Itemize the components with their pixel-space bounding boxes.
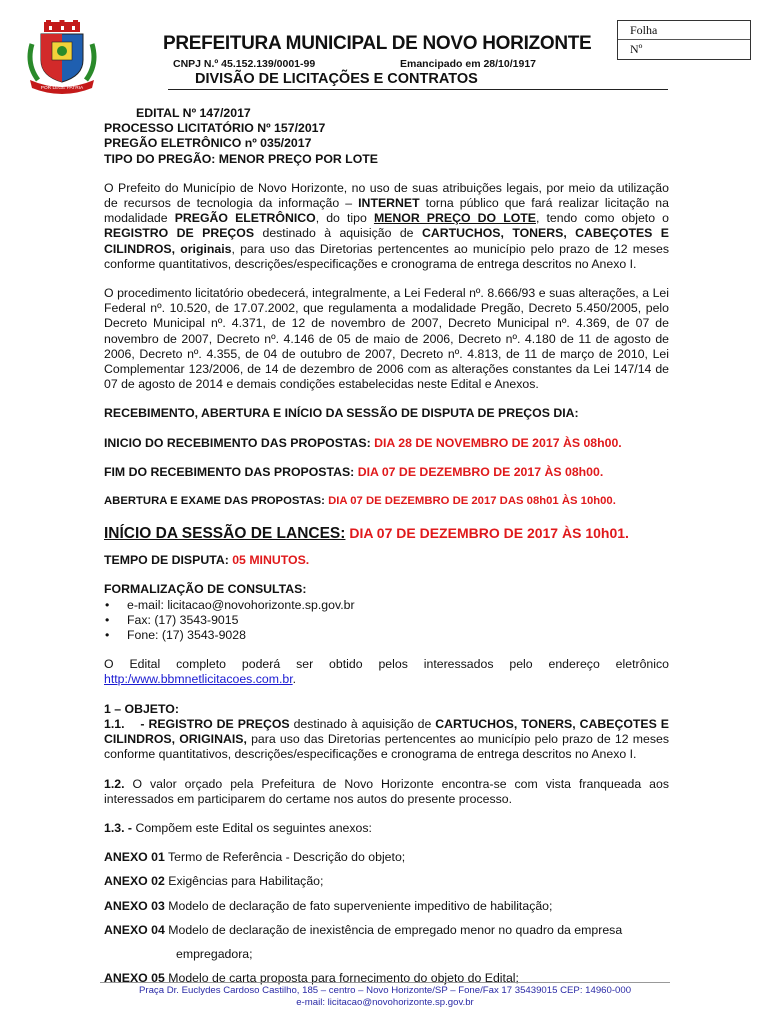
intro-paragraph: O Prefeito do Município de Novo Horizonte, no uso de suas atribuições legais, por meio da utilização de recursos de tecnologia da informação – INTERNET torna público que fará realizar licitação na modalidade PREGÃO ELETRÔNICO, do tipo MENOR PREÇO DO LOTE, tendo como objeto o REGISTRO DE PREÇOS destinado à aquisição de CARTUCHOS, TONERS, CABEÇOTES E CILINDROS, originais, para uso das Diretorias pertencentes ao município pelo prazo de 12 meses conforme quantitativos, descrições/especificações e cronograma de entrega descritos no Anexo I. [104, 180, 669, 271]
anexo-list [104, 850, 669, 986]
municipal-crest-logo [24, 20, 100, 96]
header-title: PREFEITURA MUNICIPAL DE NOVO HORIZONTE [163, 33, 592, 54]
header-emancipation-date: Emancipado em 28/10/1917 [400, 58, 536, 70]
contact-list [104, 598, 669, 644]
pregao-number: PREGÃO ELETRÔNICO nº 035/2017 [104, 136, 312, 151]
anexo-item: ANEXO 02 Exigências para Habilitação; [104, 874, 324, 889]
edital-access-text: O Edital completo poderá ser obtido pelos interessados pelo endereço eletrônico [104, 657, 669, 672]
objeto-heading: 1 – OBJETO: [104, 701, 179, 716]
schedule-inicio: INICIO DO RECEBIMENTO DAS PROPOSTAS: DIA 28 DE NOVEMBRO DE 2017 ÀS 08h00. [104, 435, 622, 450]
consultas-heading: FORMALIZAÇÃO DE CONSULTAS: [104, 582, 307, 597]
schedule-fim: FIM DO RECEBIMENTO DAS PROPOSTAS: DIA 07 DE DEZEMBRO DE 2017 ÀS 08h00. [104, 464, 604, 479]
folha-number-label: Nº [618, 39, 750, 58]
edital-url-link[interactable]: http:/www.bbmnetlicitacoes.com.br [104, 672, 293, 687]
anexo-item: ANEXO 05 Modelo de carta proposta para fornecimento do objeto do Edital; [104, 971, 519, 986]
page-footer [100, 985, 670, 1008]
objeto-item-1-3: 1.3. - Compõem este Edital os seguintes anexos: [104, 820, 372, 835]
contact-phone: • Fone: (17) 3543-9028 [104, 628, 669, 643]
folha-stamp-box [617, 20, 751, 60]
header-division: DIVISÃO DE LICITAÇÕES E CONTRATOS [195, 71, 478, 87]
anexo-item-continuation: empregadora; [176, 946, 253, 961]
edital-access-link-line: http:/www.bbmnetlicitacoes.com.br. [104, 672, 297, 687]
anexo-item: ANEXO 01 Termo de Referência - Descrição do objeto; [104, 850, 406, 865]
anexo-item: ANEXO 03 Modelo de declaração de fato superveniente impeditivo de habilitação; [104, 898, 553, 913]
objeto-item-1-2: 1.2. O valor orçado pela Prefeitura de Novo Horizonte encontra-se com vista franqueada aos interessados em participarem do certame nos autos do presente processo. [104, 776, 669, 806]
pregao-type: TIPO DO PREGÃO: MENOR PREÇO POR LOTE [104, 151, 378, 166]
edital-references [104, 106, 669, 167]
footer-address: Praça Dr. Euclydes Cardoso Castilho, 185 – centro – Novo Horizonte/SP – Fone/Fax 17 35439015 CEP: 14960-000 [138, 985, 632, 996]
footer-divider [100, 982, 670, 983]
crest-motto: POR LEGE PATRIA [40, 86, 84, 91]
objeto-item-1-1: 1.1. - REGISTRO DE PREÇOS destinado à aquisição de CARTUCHOS, TONERS, CABEÇOTES E CILINDROS, ORIGINAIS, para uso das Diretorias pertencentes ao município pelo prazo de 12 meses conforme quantitativos, descrições/especificações e cronograma de entrega descritos no Anexo I. [104, 716, 670, 762]
schedule-lances: INÍCIO DA SESSÃO DE LANCES: DIA 07 DE DEZEMBRO DE 2017 ÀS 10h01. [104, 525, 629, 543]
folha-label: Folha [630, 23, 658, 37]
processo-number: PROCESSO LICITATÓRIO Nº 157/2017 [104, 121, 326, 136]
schedule-heading: RECEBIMENTO, ABERTURA E INÍCIO DA SESSÃO DE DISPUTA DE PREÇOS DIA: [104, 406, 579, 421]
edital-number: EDITAL Nº 147/2017 [136, 106, 251, 120]
footer-email: e-mail: licitacao@novohorizonte.sp.gov.br [296, 996, 474, 1008]
schedule-tempo: TEMPO DE DISPUTA: 05 MINUTOS. [104, 553, 310, 568]
header-cnpj: CNPJ N.º 45.152.139/0001-99 [173, 58, 316, 70]
schedule-abertura: ABERTURA E EXAME DAS PROPOSTAS: DIA 07 DE DEZEMBRO DE 2017 DAS 08h01 ÀS 10h00. [104, 495, 616, 508]
anexo-item: ANEXO 04 Modelo de declaração de inexistência de empregado menor no quadro da empresa [104, 922, 623, 937]
contact-fax: • Fax: (17) 3543-9015 [104, 613, 669, 628]
header-divider [168, 89, 668, 90]
legal-basis-paragraph: O procedimento licitatório obedecerá, integralmente, a Lei Federal nº. 8.666/93 e suas alterações, a Lei Federal nº. 10.520, de 17.07.2002, que regulamenta a modalidade Pregão, Decreto 5.450/2005, pelo Decreto Municipal nº. 4.371, de 12 de novembro de 2007, Decreto Municipal nº. 4.369, de 07 de novembro de 2007, Decreto nº. 4.146 de 05 de maio de 2006, Decreto nº. 4.180 de 11 de agosto de 2006, Decreto nº. 4.355, de 04 de outubro de 2007, Decreto nº. 4.813, de 11 de março de 2010, Lei Complementar 123/2006, de 14 de dezembro de 2006 com as alterações constantes da Lei 147/14 de 07 de agosto de 2014 e demais condições estabelecidas neste Edital e Anexos. [104, 286, 669, 392]
document-body [104, 106, 669, 986]
contact-email: • e-mail: licitacao@novohorizonte.sp.gov.br [104, 598, 669, 613]
